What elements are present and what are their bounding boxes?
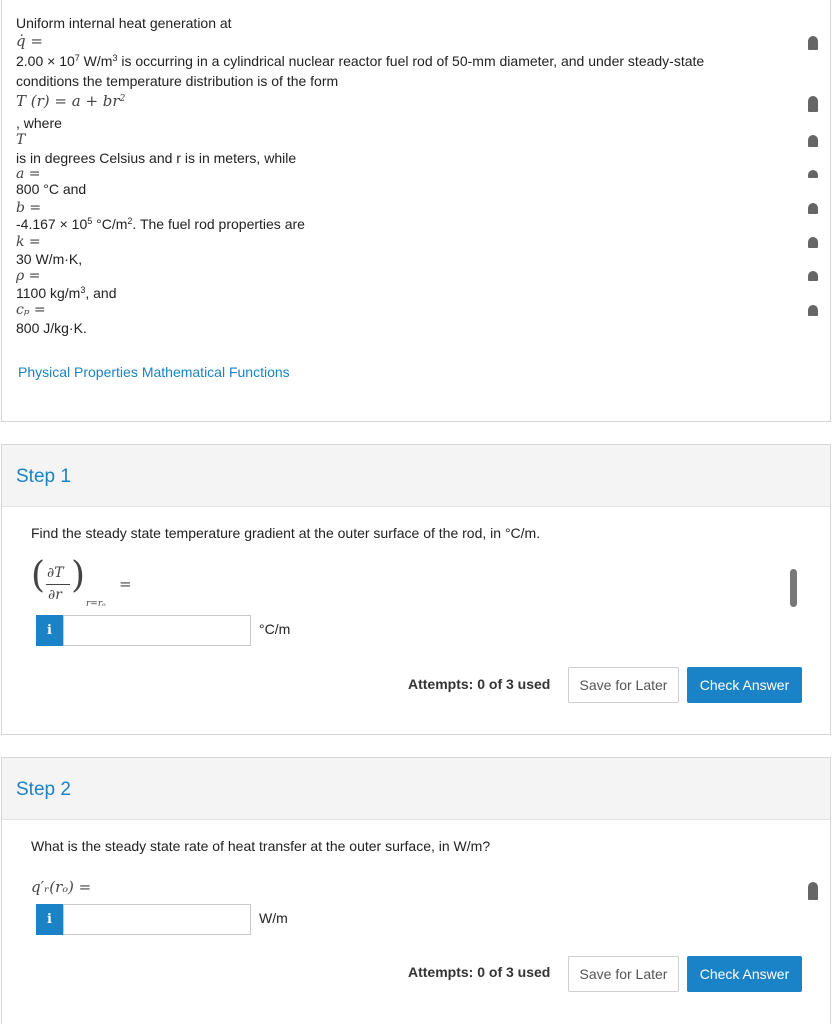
resource-links (18, 364, 294, 380)
symbol-k: k = (16, 234, 41, 250)
formula-exponent: 2 (119, 94, 126, 104)
step1-unit: °C/m (259, 621, 291, 637)
problem-text-continued: is occurring in a cylindrical nuclear reactor fuel rod of 50-mm diameter, and under steady-state (117, 53, 705, 69)
step2-card (1, 757, 831, 1024)
lock-icon (808, 135, 818, 147)
qdot-exponent: 7 (74, 53, 80, 63)
lock-icon (808, 36, 818, 50)
step1-save-button[interactable]: Save for Later (568, 667, 679, 703)
denominator: ∂r (48, 587, 62, 603)
step1-answer-input[interactable] (63, 615, 251, 646)
value-b-exponent: 5 (87, 216, 93, 226)
formula-text: T (r) = a + br (16, 92, 120, 110)
temperature-formula (16, 92, 125, 110)
qdot-unit: W/m (79, 53, 113, 69)
left-paren: ( (31, 555, 46, 596)
step2-save-button[interactable]: Save for Later (568, 956, 679, 992)
symbol-cp: cₚ = (16, 302, 46, 318)
problem-statement-card (1, 0, 831, 422)
step2-equation: q′ᵣ(rₒ) = (31, 878, 92, 896)
value-k: 30 W/m·K, (16, 251, 83, 267)
step1-header (2, 445, 830, 507)
symbol-rho: ρ = (16, 268, 41, 284)
info-icon[interactable]: i (36, 615, 63, 646)
numerator: ∂T (47, 565, 64, 581)
value-rho-exponent: 3 (80, 285, 86, 295)
mathematical-functions-link[interactable]: Mathematical Functions (141, 364, 290, 380)
lock-icon (808, 170, 818, 178)
step2-unit: W/m (259, 910, 288, 926)
lock-icon (808, 237, 818, 248)
step2-title: Step 2 (16, 779, 71, 800)
value-rho-line (16, 284, 117, 302)
physical-properties-link[interactable]: Physical Properties (18, 364, 138, 380)
step1-check-answer-button[interactable]: Check Answer (687, 667, 802, 703)
step1-attempts: Attempts: 0 of 3 used (408, 676, 551, 692)
value-b: -4.167 × 10 (16, 216, 88, 232)
step1-question: Find the steady state temperature gradient at the outer surface of the rod, in °C/m. (31, 525, 541, 541)
value-b-line (16, 215, 305, 233)
lock-icon (808, 271, 818, 281)
step2-question: What is the steady state rate of heat transfer at the outer surface, in W/m? (31, 838, 491, 854)
field-marker (790, 569, 797, 607)
step2-header (2, 758, 830, 820)
value-b-unit: °C/m (92, 216, 128, 232)
step2-attempts: Attempts: 0 of 3 used (408, 964, 551, 980)
symbol-b: b = (16, 200, 42, 216)
symbol-a: a = (16, 166, 41, 182)
fraction-bar (46, 584, 70, 585)
T-description: is in degrees Celsius and r is in meters, while (16, 150, 297, 166)
step2-answer-input[interactable] (63, 904, 251, 935)
step1-equation (31, 555, 151, 611)
step1-card (1, 444, 831, 735)
value-b-unit-exponent: 2 (127, 216, 133, 226)
qdot-unit-exponent: 3 (112, 53, 118, 63)
step2-check-answer-button[interactable]: Check Answer (687, 956, 802, 992)
right-paren: ) (71, 555, 86, 596)
symbol-T: T (16, 132, 26, 148)
lock-icon (808, 305, 818, 316)
lock-icon (808, 203, 818, 214)
properties-intro: . The fuel rod properties are (132, 216, 305, 232)
equals-sign: = (119, 575, 132, 593)
lock-icon (808, 96, 818, 112)
value-rho-suffix: , and (85, 285, 117, 301)
step1-answer-row (36, 615, 336, 646)
lock-icon (808, 882, 818, 900)
info-icon[interactable]: i (36, 904, 63, 935)
where-text: , where (16, 115, 62, 131)
qdot-value: 2.00 × 10 (16, 53, 75, 69)
problem-text-line3: conditions the temperature distribution is of the form (16, 73, 339, 89)
eval-subscript: r=rₒ (86, 599, 106, 609)
step2-answer-row (36, 904, 336, 935)
step1-title: Step 1 (16, 466, 71, 487)
problem-intro: Uniform internal heat generation at (16, 15, 232, 31)
qdot-symbol: q̇ = (16, 32, 43, 50)
value-cp: 800 J/kg·K. (16, 320, 87, 336)
qdot-value-line (16, 52, 704, 70)
value-rho: 1100 kg/m (16, 285, 81, 301)
value-a: 800 °C and (16, 181, 87, 197)
